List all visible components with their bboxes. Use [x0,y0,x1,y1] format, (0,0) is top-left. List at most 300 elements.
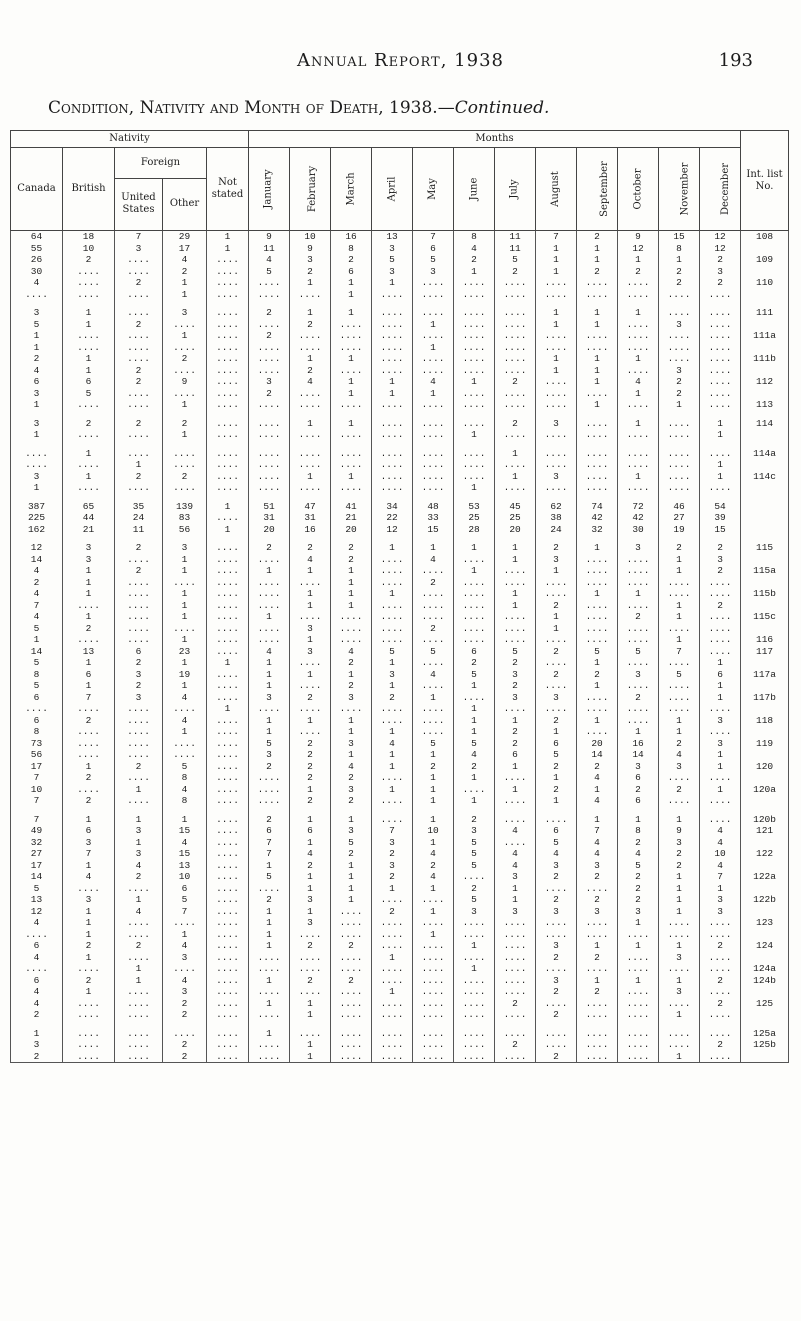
table-cell: 1 [659,1051,700,1063]
table-cell: 2 [115,657,163,669]
table-cell: .... [372,554,413,566]
table-row [11,243,789,255]
table-cell [659,807,700,814]
table-cell [741,319,789,331]
table-cell: .... [413,1039,454,1051]
table-cell: .... [372,623,413,635]
table-cell [741,860,789,872]
table-cell: .... [249,600,290,612]
table-cell: 3 [331,784,372,796]
table-cell: 1 [331,307,372,319]
table-cell: 15 [163,848,207,860]
table-cell: .... [577,459,618,471]
table-cell: 1 [659,940,700,952]
table-cell [741,703,789,715]
table-cell: 2 [249,894,290,906]
table-cell [372,807,413,814]
table-cell: 9 [290,243,331,255]
table-cell: 4 [700,860,741,872]
table-cell: .... [700,726,741,738]
table-cell: .... [249,1051,290,1063]
table-cell [163,1021,207,1028]
table-cell: 83 [163,512,207,524]
table-cell: 1 [63,680,115,692]
table-row [11,623,789,635]
table-cell: 2 [290,542,331,554]
table-cell: 1 [290,906,331,918]
table-cell: 1 [536,353,577,365]
table-cell: 2 [11,1009,63,1021]
table-cell: 1 [249,917,290,929]
table-cell: 1 [659,254,700,266]
table-cell: 1 [290,307,331,319]
table-cell: .... [495,929,536,941]
table-cell: 1 [249,715,290,727]
table-cell: .... [454,611,495,623]
table-cell: 2 [659,388,700,400]
table-cell: 4 [115,906,163,918]
table-cell: 13 [372,231,413,243]
table-cell: 4 [163,715,207,727]
nativity-month-table [10,130,789,1063]
table-cell: .... [700,577,741,589]
table-cell: .... [536,277,577,289]
table-cell: 1 [577,376,618,388]
table-cell: .... [207,963,249,975]
table-cell: .... [249,342,290,354]
table-cell: .... [207,1051,249,1063]
table-cell: .... [454,388,495,400]
table-cell: .... [536,703,577,715]
table-cell: 21 [331,512,372,524]
table-cell: 1 [249,726,290,738]
table-cell: .... [115,330,163,342]
int-list-header: Int. list No. [741,131,789,231]
table-cell: 2 [163,1039,207,1051]
table-cell: .... [115,917,163,929]
table-cell: .... [536,1039,577,1051]
table-cell: .... [413,565,454,577]
table-cell: 1 [618,254,659,266]
table-cell: .... [454,952,495,964]
table-cell: 4 [413,376,454,388]
table-cell: 2 [11,1051,63,1063]
table-cell: 2 [618,837,659,849]
table-cell: 1 [700,429,741,441]
table-cell: 4 [11,952,63,964]
table-cell: .... [115,1039,163,1051]
table-cell: .... [115,388,163,400]
table-cell [11,1021,63,1028]
table-cell: 2 [700,565,741,577]
table-cell: 109 [741,254,789,266]
table-cell: .... [163,749,207,761]
table-cell: .... [495,1051,536,1063]
table-cell: 1 [63,448,115,460]
table-cell: 1 [163,611,207,623]
table-cell: 48 [413,501,454,513]
table-cell: .... [207,342,249,354]
table-cell: .... [495,634,536,646]
table-row [11,535,789,542]
table-cell: 1 [495,554,536,566]
table-cell: .... [536,289,577,301]
table-cell: .... [249,577,290,589]
table-cell: .... [207,940,249,952]
table-cell: .... [11,448,63,460]
table-cell: .... [495,330,536,342]
table-row [11,784,789,796]
table-cell: 1 [249,906,290,918]
table-cell: .... [536,399,577,411]
table-cell: 2 [290,772,331,784]
table-cell: 5 [413,738,454,750]
table-cell: 6 [618,772,659,784]
table-cell: .... [659,692,700,704]
table-cell: 1 [63,611,115,623]
table-cell: 111 [741,307,789,319]
table-cell [290,807,331,814]
table-cell [331,494,372,501]
table-cell: .... [700,289,741,301]
table-cell: .... [372,1051,413,1063]
table-cell: 3 [618,906,659,918]
table-cell: 1 [63,588,115,600]
table-cell [741,749,789,761]
table-cell: 1 [454,940,495,952]
table-cell: 2 [331,554,372,566]
table-cell: 8 [11,726,63,738]
table-cell: 2 [536,715,577,727]
table-row [11,860,789,872]
table-cell [741,837,789,849]
table-cell [741,501,789,513]
table-cell [63,441,115,448]
table-cell: .... [454,692,495,704]
table-cell: .... [495,482,536,494]
table-cell: 1 [331,883,372,895]
table-cell: .... [700,330,741,342]
table-cell: 17 [11,860,63,872]
table-cell: .... [63,342,115,354]
table-cell [618,441,659,448]
table-cell: .... [495,837,536,849]
table-cell: .... [207,738,249,750]
table-cell: .... [618,459,659,471]
table-cell: .... [577,726,618,738]
table-cell: .... [454,554,495,566]
table-cell: 1 [618,588,659,600]
table-cell: 3 [372,837,413,849]
month-header: December [700,148,741,231]
table-cell [413,411,454,418]
table-cell: .... [700,1051,741,1063]
table-cell: 64 [11,231,63,243]
table-cell: .... [495,940,536,952]
table-cell: .... [577,289,618,301]
table-cell: 6 [63,376,115,388]
table-cell: .... [163,1028,207,1040]
table-cell: 3 [115,669,163,681]
table-cell [741,726,789,738]
table-cell: 1 [207,501,249,513]
table-cell: .... [413,986,454,998]
table-cell: 5 [454,669,495,681]
table-cell: 2 [290,761,331,773]
table-cell: 4 [495,860,536,872]
table-cell [577,411,618,418]
table-cell: 2 [331,848,372,860]
table-cell: 111b [741,353,789,365]
table-cell: 2 [163,1009,207,1021]
table-cell: 1 [63,814,115,826]
table-cell: .... [331,998,372,1010]
table-cell: 1 [115,837,163,849]
table-cell [700,807,741,814]
table-cell: 3 [290,917,331,929]
table-cell: .... [536,448,577,460]
table-row [11,646,789,658]
table-cell: 1 [163,600,207,612]
table-cell [413,1021,454,1028]
table-cell: 1 [331,600,372,612]
table-cell: 4 [577,772,618,784]
table-cell: 38 [536,512,577,524]
table-cell: .... [577,623,618,635]
table-cell: 1 [163,929,207,941]
table-cell: 5 [659,669,700,681]
table-cell: 3 [659,319,700,331]
table-cell: 1 [63,929,115,941]
table-cell: 3 [163,952,207,964]
table-cell: 3 [249,749,290,761]
table-cell: .... [115,998,163,1010]
table-cell: .... [207,814,249,826]
table-cell: 1 [577,814,618,826]
table-cell: 116 [741,634,789,646]
table-cell: 4 [290,554,331,566]
table-cell: 2 [618,692,659,704]
table-cell: 1 [659,871,700,883]
table-header [11,131,789,231]
table-cell: .... [372,814,413,826]
table-cell: 1 [372,986,413,998]
table-cell: .... [207,459,249,471]
table-cell [11,441,63,448]
table-row [11,411,789,418]
table-cell: 47 [290,501,331,513]
table-cell: .... [659,657,700,669]
table-cell: .... [659,917,700,929]
table-cell: 2 [249,542,290,554]
table-cell: 1 [372,749,413,761]
table-cell [290,494,331,501]
table-cell: 1 [454,482,495,494]
table-row [11,894,789,906]
table-cell: 3 [536,554,577,566]
table-cell: 12 [11,906,63,918]
table-cell: .... [618,448,659,460]
table-cell: 3 [11,1039,63,1051]
table-cell: .... [618,565,659,577]
table-cell: .... [454,399,495,411]
table-cell: 19 [659,524,700,536]
table-cell: .... [372,448,413,460]
table-cell: .... [495,611,536,623]
table-cell: 3 [659,986,700,998]
table-cell: 32 [11,837,63,849]
table-cell: .... [372,319,413,331]
table-cell: .... [290,680,331,692]
table-cell: .... [577,692,618,704]
table-cell: 1 [659,883,700,895]
table-row [11,634,789,646]
table-cell: .... [63,634,115,646]
table-cell: .... [454,330,495,342]
table-cell: .... [207,577,249,589]
table-cell: .... [618,963,659,975]
table-cell: 5 [454,837,495,849]
table-cell: .... [207,254,249,266]
table-cell: .... [115,738,163,750]
table-cell: 1 [700,883,741,895]
table-cell: 2 [249,307,290,319]
table-cell: .... [577,1009,618,1021]
table-cell [536,1021,577,1028]
table-cell [618,807,659,814]
table-cell: 2 [577,871,618,883]
table-cell: 1 [618,307,659,319]
table-cell: .... [413,418,454,430]
table-cell: 5 [495,254,536,266]
table-cell: .... [659,998,700,1010]
table-cell: 3 [11,307,63,319]
table-cell: .... [454,917,495,929]
table-cell: .... [207,669,249,681]
table-cell: .... [115,883,163,895]
table-cell: .... [454,289,495,301]
table-cell: 12 [700,231,741,243]
table-row [11,418,789,430]
table-cell: 1 [163,565,207,577]
table-cell: 2 [11,577,63,589]
table-cell: .... [331,634,372,646]
table-cell [413,441,454,448]
table-cell: 1 [413,692,454,704]
table-cell: 3 [577,906,618,918]
table-cell: .... [115,1051,163,1063]
table-cell [618,1021,659,1028]
table-cell: 12 [11,542,63,554]
table-cell: 162 [11,524,63,536]
table-cell [741,441,789,448]
table-row [11,231,789,243]
table-cell: 2 [700,1039,741,1051]
table-cell: 3 [495,669,536,681]
table-cell: 3 [536,940,577,952]
table-cell: 2 [115,319,163,331]
table-cell: .... [63,749,115,761]
table-cell: 11 [115,524,163,536]
table-cell: 4 [618,848,659,860]
table-cell: 6 [454,646,495,658]
table-cell: 62 [536,501,577,513]
table-cell: 4 [413,871,454,883]
table-cell: 1 [372,657,413,669]
table-cell: 1 [618,814,659,826]
table-cell: 112 [741,376,789,388]
table-cell: 1 [331,894,372,906]
table-cell: 1 [413,929,454,941]
table-cell: .... [577,634,618,646]
table-cell: 7 [249,848,290,860]
table-cell: .... [659,588,700,600]
table-cell: 1 [331,669,372,681]
table-body [11,231,789,1063]
table-cell: .... [618,623,659,635]
table-cell: 16 [618,738,659,750]
table-cell: 14 [11,646,63,658]
table-cell [63,1021,115,1028]
table-cell: .... [413,894,454,906]
table-cell: .... [372,399,413,411]
table-cell: 2 [63,940,115,952]
table-cell: 3 [618,761,659,773]
united-states-header: United States [115,178,163,230]
table-cell: .... [207,646,249,658]
table-cell [495,535,536,542]
table-cell: 1 [700,471,741,483]
table-cell [249,300,290,307]
table-cell [63,535,115,542]
table-cell: 5 [63,388,115,400]
table-cell: 3 [618,542,659,554]
table-cell: 1 [163,399,207,411]
table-cell: 2 [11,353,63,365]
table-cell: 1 [618,917,659,929]
table-cell: .... [207,429,249,441]
table-cell: 1 [331,376,372,388]
table-cell [741,657,789,669]
table-cell: 2 [495,1039,536,1051]
table-cell [618,535,659,542]
table-cell: 2 [659,376,700,388]
table-cell: 34 [372,501,413,513]
table-cell: .... [413,482,454,494]
table-cell: 6 [290,825,331,837]
table-cell: .... [495,342,536,354]
table-cell: 2 [700,254,741,266]
table-cell: 3 [495,906,536,918]
table-cell: 1 [577,254,618,266]
table-cell: 6 [63,669,115,681]
table-cell: 1 [290,588,331,600]
table-cell [290,1021,331,1028]
table-cell [372,441,413,448]
table-cell: .... [495,1009,536,1021]
table-cell [207,494,249,501]
table-cell: 124a [741,963,789,975]
table-row [11,952,789,964]
table-cell: .... [536,657,577,669]
table-cell: 4 [700,837,741,849]
table-cell: .... [659,929,700,941]
table-cell: 2 [577,669,618,681]
table-cell: 1 [577,365,618,377]
table-cell: 3 [577,860,618,872]
table-cell: .... [207,726,249,738]
other-header: Other [163,178,207,230]
